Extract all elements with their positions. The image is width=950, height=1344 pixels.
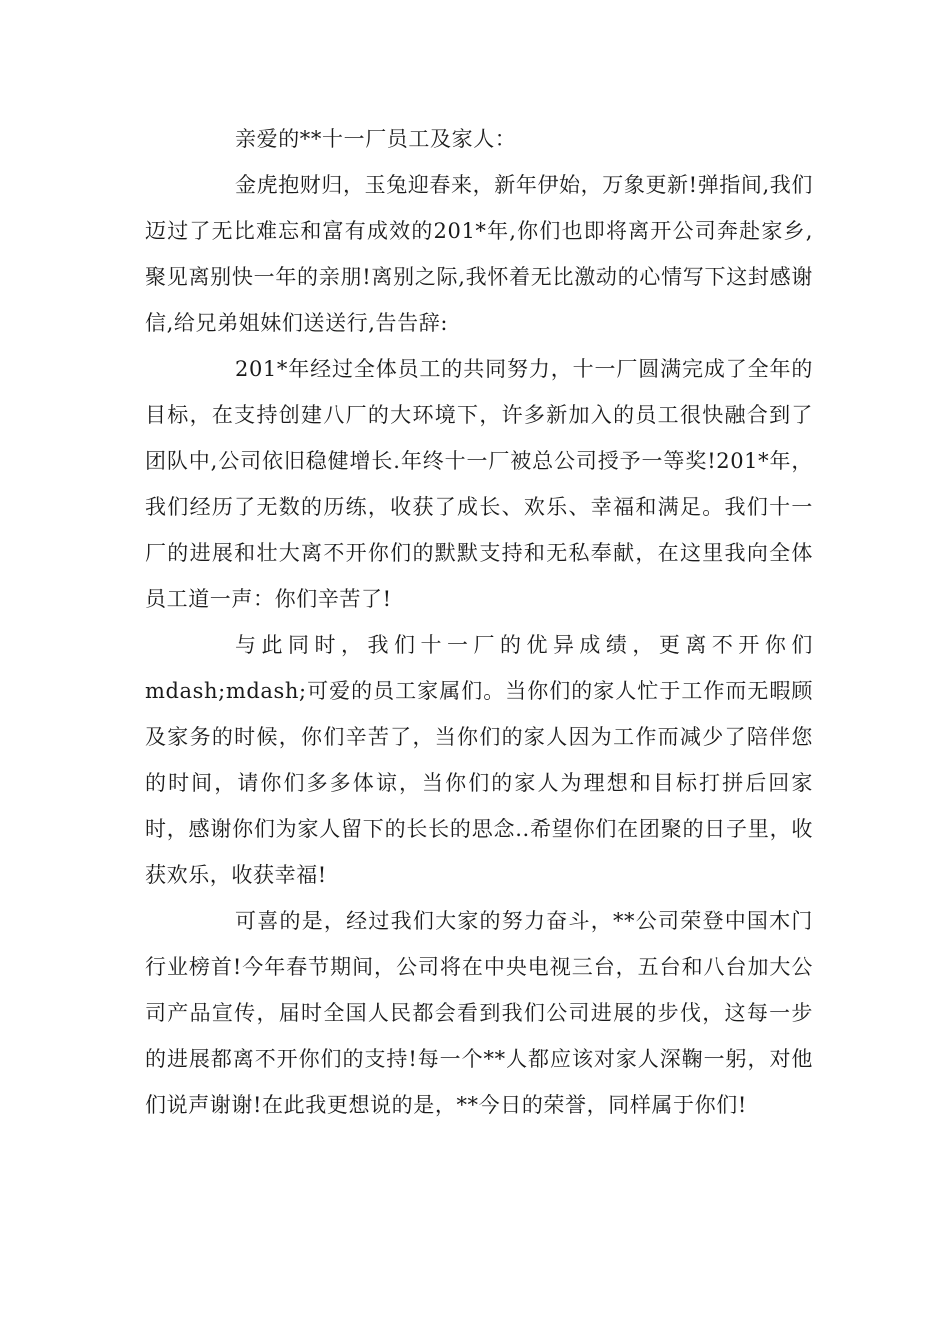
paragraph-2: 201*年经过全体员工的共同努力，十一厂圆满完成了全年的目标，在支持创建八厂的大环境下，许多新加入的员工很快融合到了团队中,公司依旧稳健增长.年终十一厂被总公司授予一等奖!201*年，我们经历了无数的历练，收获了成长、欢乐、幸福和满足。我们十一厂的进展和壮大离不开你们的默默支持和无私奉献，在这里我向全体员工道一声：你们辛苦了! xyxy=(145,357,813,611)
paragraph-1: 金虎抱财归，玉兔迎春来，新年伊始，万象更新!弹指间,我们迈过了无比难忘和富有成效的201*年,你们也即将离开公司奔赴家乡,聚见离别快一年的亲朋!离别之际,我怀着无比激动的心情写下这封感谢信,给兄弟姐妹们送送行,告告辞: xyxy=(145,173,813,335)
salutation: 亲爱的**十一厂员工及家人： xyxy=(235,127,517,151)
letter-body xyxy=(145,116,813,1128)
paragraph-4: 可喜的是，经过我们大家的努力奋斗，**公司荣登中国木门行业榜首!今年春节期间，公司将在中央电视三台，五台和八台加大公司产品宣传，届时全国人民都会看到我们公司进展的步伐，这每一步的进展都离不开你们的支持!每一个**人都应该对家人深鞠一躬，对他们说声谢谢!在此我更想说的是，**今日的荣誉，同样属于你们! xyxy=(145,909,813,1117)
paragraph-3: 与此同时，我们十一厂的优异成绩，更离不开你们mdash;mdash;可爱的员工家属们。当你们的家人忙于工作而无暇顾及家务的时候，你们辛苦了，当你们的家人因为工作而减少了陪伴您的时间，请你们多多体谅，当你们的家人为理想和目标打拼后回家时，感谢你们为家人留下的长长的思念..希望你们在团聚的日子里，收获欢乐，收获幸福! xyxy=(145,633,813,887)
